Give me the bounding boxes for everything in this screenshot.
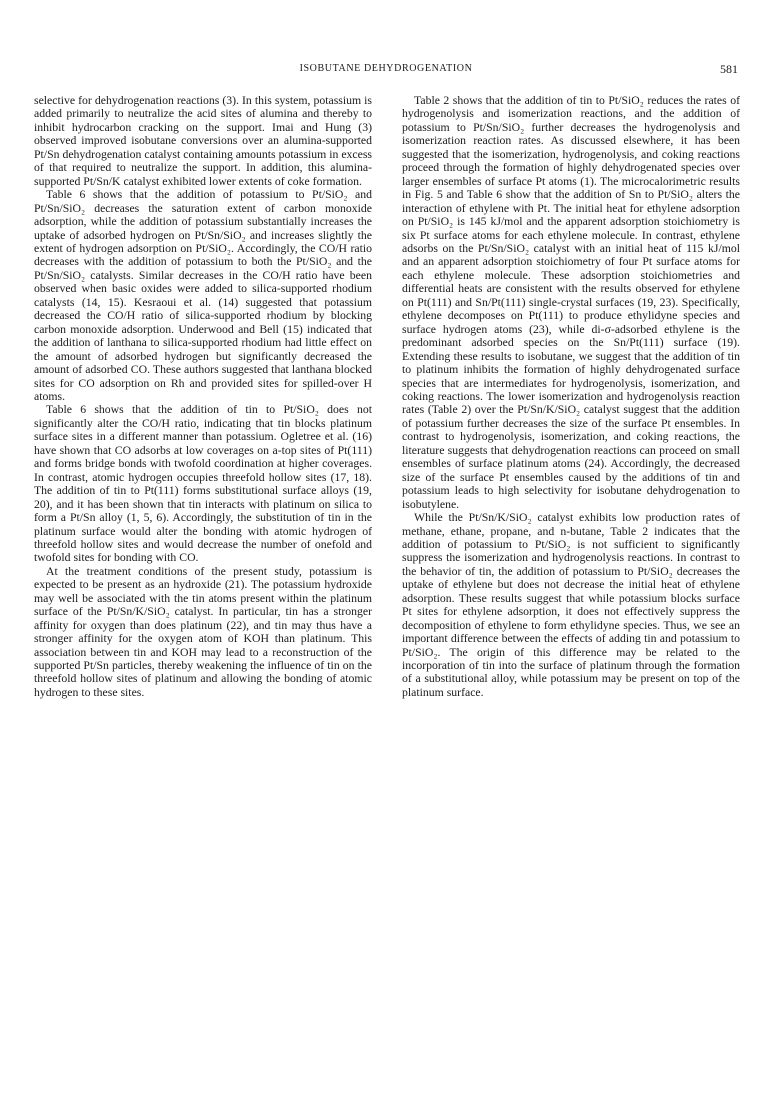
- paragraph: Table 6 shows that the addition of potassium to Pt/SiO₂ and Pt/Sn/SiO₂ decreases the saturation extent of carbon monoxide adsorption, while the addition of potassium substantially increases the uptake of adsorbed hydrogen on Pt/Sn/SiO₂ and increases slightly the extent of hydrogen adsorption on Pt/SiO₂. Accordingly, the CO/H ratio decreases with the addition of potassium to both the Pt/SiO₂ and the Pt/Sn/SiO₂ catalysts. Similar decreases in the CO/H ratio have been observed when basic oxides were added to silica-supported rhodium catalysts (14, 15). Kesraoui et al. (14) suggested that potassium decreased the CO/H ratio of silica-supported rhodium by blocking carbon monoxide adsorption. Underwood and Bell (15) indicated that the addition of lanthana to silica-supported rhodium had little effect on the amount of adsorbed hydrogen but significantly decreased the amount of adsorbed CO. These authors suggested that lanthana blocked sites for CO adsorption on Rh and provided sites for spilled-over H atoms.: [34, 188, 372, 403]
- paragraph: At the treatment conditions of the present study, potassium is expected to be present as an hydroxide (21). The potassium hydroxide may well be associated with the tin atoms present within the platinum surface of the Pt/Sn/K/SiO₂ catalyst. In particular, tin has a stronger affinity for oxygen than does platinum (22), and tin may thus have a stronger affinity for the oxygen atom of KOH than platinum. This association between tin and KOH may lead to a reconstruction of the supported Pt/Sn particles, thereby weakening the influence of tin on the threefold hollow sites of platinum and allowing the bonding of atomic hydrogen to these sites.: [34, 564, 372, 699]
- running-title: ISOBUTANE DEHYDROGENATION: [299, 63, 473, 74]
- page-number: 581: [720, 62, 738, 76]
- right-column: [402, 94, 740, 699]
- paragraph: Table 6 shows that the addition of tin to Pt/SiO₂ does not significantly alter the CO/H ratio, indicating that tin blocks platinum surface sites in a different manner than potassium. Ogletree et al. (16) have shown that CO adsorbs at low coverages on a-top sites of Pt(111) and forms bridge bonds with twofold coordination at higher coverages. In contrast, atomic hydrogen occupies threefold hollow sites (17, 18). The addition of tin to Pt(111) forms substitutional surface alloys (19, 20), and it has been shown that tin interacts with platinum on silica to form a Pt/Sn alloy (1, 5, 6). Accordingly, the substitution of tin in the platinum surface would alter the bonding with atomic hydrogen of threefold hollow sites and would decrease the number of onefold and twofold sites for bonding with CO.: [34, 403, 372, 565]
- paragraph: selective for dehydrogenation reactions (3). In this system, potassium is added primarily to neutralize the acid sites of alumina and thereby to inhibit hydrocarbon cracking on the support. Imai and Hung (3) observed improved isobutane conversions over an alumina-supported Pt/Sn dehydrogenation catalyst containing amounts potassium in excess of that required to neutralize the support. In addition, this alumina-supported Pt/Sn/K catalyst exhibited lower extents of coke formation.: [34, 94, 372, 188]
- paragraph: While the Pt/Sn/K/SiO₂ catalyst exhibits low production rates of methane, ethane, propane, and n-butane, Table 2 indicates that the addition of potassium to Pt/SiO₂ is not sufficient to significantly suppress the isomerization and hydrogenolysis reactions. In contrast to the behavior of tin, the addition of potassium to Pt/SiO₂ decreases the uptake of ethylene but does not decrease the initial heat of ethylene adsorption. These results suggest that while potassium blocks surface Pt sites for ethylene adsorption, it does not effectively suppress the decomposition of ethylene to form ethylidyne species. Thus, we see an important difference between the effects of adding tin and potassium to Pt/SiO₂. The origin of this difference may be related to the incorporation of tin into the surface of platinum through the formation of a substitutional alloy, while potassium may be present on top of the platinum surface.: [402, 511, 740, 699]
- page-header: [34, 62, 738, 78]
- left-column: [34, 94, 372, 699]
- paragraph: Table 2 shows that the addition of tin to Pt/SiO₂ reduces the rates of hydrogenolysis and isomerization reactions, and the addition of potassium to Pt/Sn/SiO₂ further decreases the hydrogenolysis and isomerization reaction rates. As discussed elsewhere, it has been suggested that the isomerization, hydrogenolysis, and coking reactions proceed through the formation of highly dehydrogenated species over larger ensembles of surface Pt atoms (1). The microcalorimetric results in Fig. 5 and Table 6 show that the addition of Sn to Pt/SiO₂ alters the interaction of ethylene with Pt. The initial heat for ethylene adsorption on Pt/SiO₂ is 145 kJ/mol and the apparent adsorption stoichiometry is six Pt surface atoms for each ethylene molecule. In contrast, ethylene adsorbs on the Pt/Sn/SiO₂ catalyst with an initial heat of 115 kJ/mol and an apparent adsorption stoichiometry of four Pt surface atoms for each ethylene molecule. These adsorption stoichiometries and differential heats are consistent with the results observed for ethylene on Pt(111) and Sn/Pt(111) single-crystal surfaces (19, 23). Specifically, ethylene decomposes on Pt(111) to produce ethylidyne species and surface hydrogen atoms (23), while di-σ-adsorbed ethylene is the predominant adsorbed species on the Sn/Pt(111) surface (19). Extending these results to isobutane, we suggest that the addition of tin to platinum inhibits the formation of highly dehydrogenated surface species that are intermediates for hydrogenolysis, isomerization, and coking reactions. The lower isomerization and hydrogenolysis reaction rates (Table 2) over the Pt/Sn/K/SiO₂ catalyst suggest that the addition of potassium further decreases the size of the surface Pt ensembles. In contrast to hydrogenolysis, isomerization, and coking reactions, the literature suggests that dehydrogenation reactions can proceed on small ensembles of surface platinum atoms (24). Accordingly, the decreased size of the surface Pt ensembles caused by the additions of tin and potassium leads to high selectivity for isobutane dehydrogenation to isobutylene.: [402, 94, 740, 511]
